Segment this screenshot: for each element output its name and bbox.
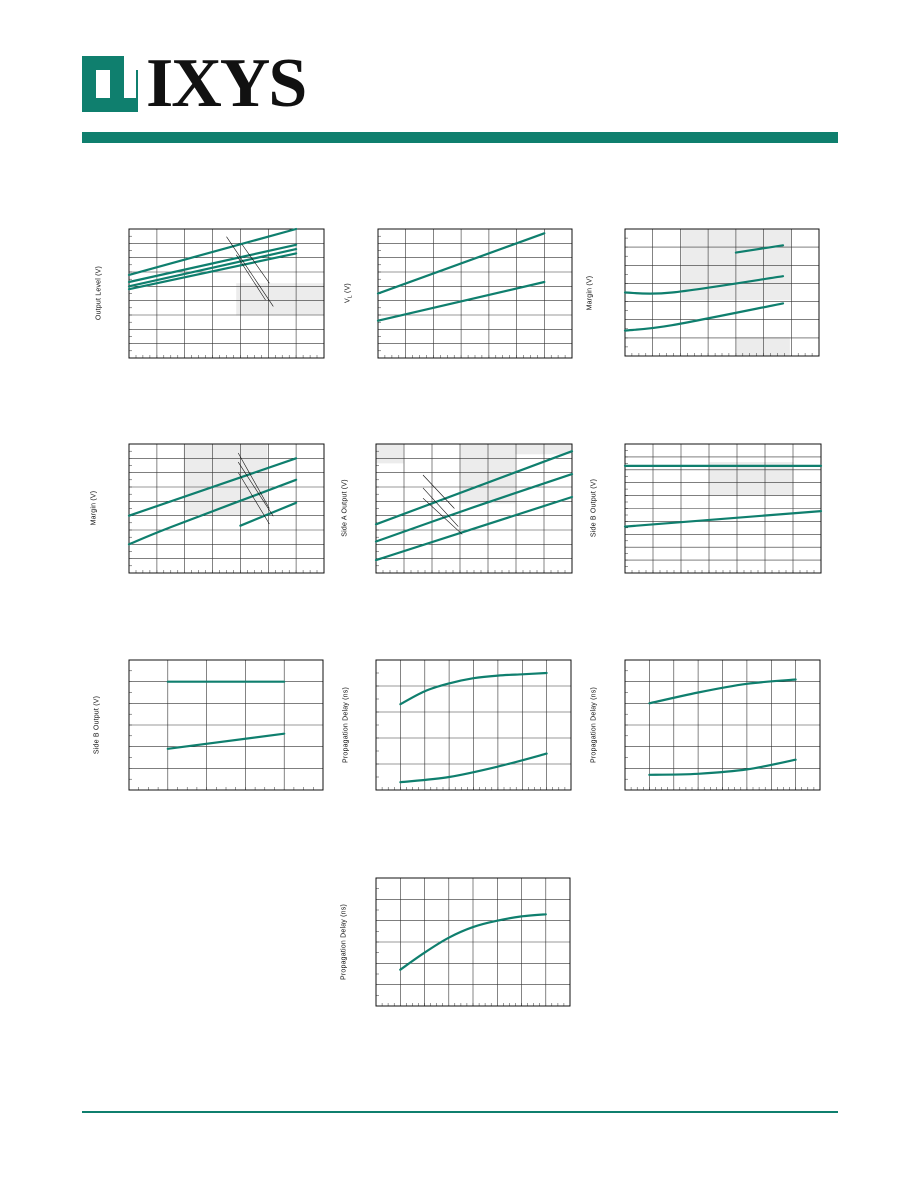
header-bar bbox=[82, 132, 838, 143]
ixys-logo-text: IXYS bbox=[146, 45, 306, 122]
y-axis-label-text: Propagation Delay (ns) bbox=[340, 904, 348, 980]
y-axis-label-text: Propagation Delay (ns) bbox=[590, 687, 598, 763]
y-axis-label-text: Side B Output (V) bbox=[93, 695, 101, 755]
y-axis-label-text: Side B Output (V) bbox=[590, 478, 598, 538]
shaded-panel bbox=[376, 444, 403, 463]
y-axis-label-text: Propagation Delay (ns) bbox=[342, 687, 350, 763]
ixys-logo-mark-icon bbox=[82, 56, 138, 112]
footer-rule bbox=[82, 1111, 838, 1113]
shaded-panel bbox=[515, 444, 572, 454]
chart-10 bbox=[375, 877, 571, 1011]
chart-9 bbox=[624, 659, 821, 795]
chart-7 bbox=[128, 659, 324, 795]
plot-area bbox=[378, 229, 572, 358]
y-axis-label-text: Output Level (V) bbox=[95, 265, 103, 321]
chart-6 bbox=[624, 443, 822, 578]
chart-1 bbox=[128, 228, 325, 363]
chart-5 bbox=[375, 443, 573, 578]
chart-8 bbox=[375, 659, 572, 795]
chart-2 bbox=[377, 228, 573, 363]
shaded-panel bbox=[709, 462, 793, 496]
chart-4 bbox=[128, 443, 325, 578]
y-axis-label-text: Margin (V) bbox=[586, 275, 594, 311]
y-axis-label-text: Margin (V) bbox=[90, 490, 98, 526]
shaded-panel bbox=[736, 337, 790, 356]
y-axis-label-text: $V_L$ (V) bbox=[344, 283, 354, 303]
chart-3 bbox=[624, 228, 820, 361]
y-axis-label-text: Side A Output (V) bbox=[341, 479, 349, 537]
shaded-panel bbox=[184, 444, 268, 515]
shaded-panel bbox=[236, 283, 324, 315]
